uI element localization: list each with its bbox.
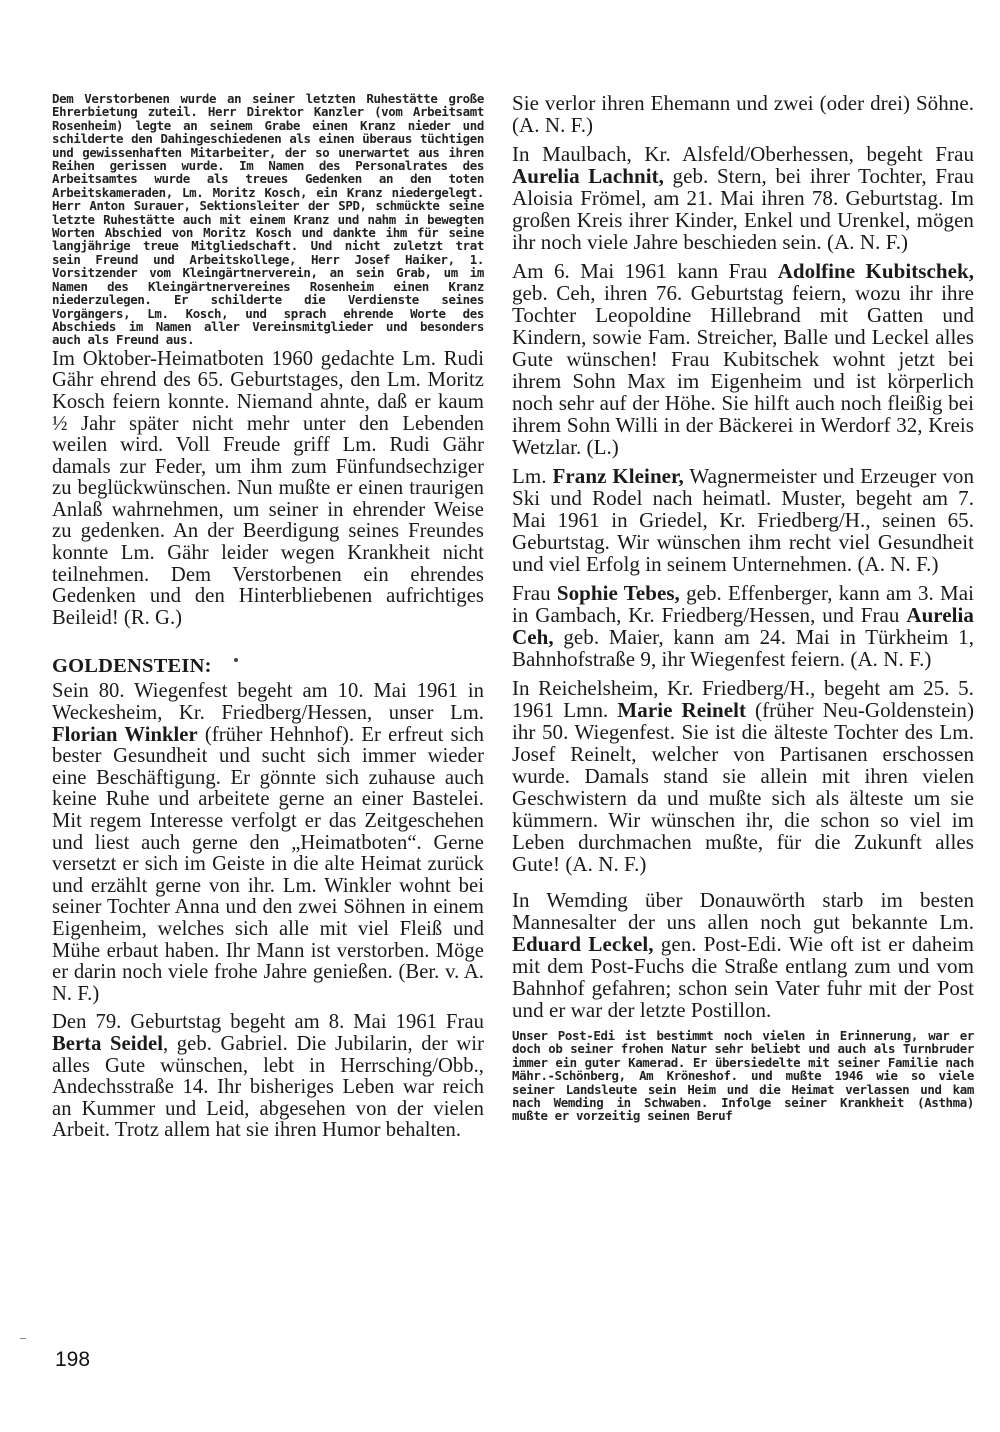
kleiner-paragraph [512,465,974,575]
kosch-funeral-paragraph: Dem Verstorbenen wurde an seiner letzten Ruhestätte große Ehrerbietung zuteil. Herr Direktor Kanzler (vom Arbeitsamt Rosenheim) legte an seinem Grabe einen Kranz nieder und schilderte den Dahingeschiedenen als einen überaus tüchtigen und gewissenhaften Mitarbeiter, der so unerwartet aus ihren Reihen gerissen wurde. Im Namen des Personalrates des Arbeitsamtes wurde als treues Gedenken an den toten Arbeitskameraden, Lm. Moritz Kosch, ein Kranz niedergelegt. Herr Anton Surauer, Sektionsleiter der SPD, schmückte seine letzte Ruhestätte auch mit einem Kranz und nahm in bewegten Worten Abschied von Moritz Kosch und dankte ihm für seine langjährige treue Mitgliedschaft. Und nicht zuletzt trat sein Freund und Arbeitskollege, Herr Josef Haiker, 1. Vorsitzender vom Kleingärtnerverein, an sein Grab, um im Namen des Kleingärtnervereines Rosenheim einen Kranz niederzulegen. Er schilderte die Verdienste seines Vorgängers, Lm. Kosch, und sprach ehrende Worte des Abschieds im Namen aller Vereinsmitglieder und besonders auch als Freund aus. [52,91,484,348]
right-column [512,92,974,1123]
text: In Wemding über Donauwörth starb im besten Mannesalter der uns allen noch gut bekannte Lm. [512,888,974,934]
person-name: Franz Kleiner, [552,464,684,488]
text: geb. Ceh, ihren 76. Geburtstag feiern, wozu ihr ihre Tochter Leopoldine Hillebrand mit Gatten und Kindern, sowie Fam. Streicher, Balle und Leckel alles Gute wünschen! Frau Kubitschek wohnt jetzt bei ihrem Sohn Max im Eigenheim und ist körperlich noch sehr auf der Höhe. Sie hilft auch noch fleißig bei ihrem Sohn Willi in der Bäckerei in Werdorf 32, Kreis Wetzlar. (L.) [512,281,974,459]
text: gen. Post-Edi. Wie oft ist er daheim mit dem Post-Fuchs die Straße entlang zum und vom Bahnhof gefahren; schon sein Vater fuhr mit der Post und er war der letzte Postillon. [512,932,974,1022]
person-name: Aurelia Ceh, [512,603,974,649]
lachnit-paragraph [512,143,974,253]
text: Frau [512,581,557,605]
person-name: Sophie Tebes, [556,581,680,605]
person-name: Eduard Leckel, [512,932,654,956]
winkler-paragraph [52,681,484,1005]
person-name: Florian Winkler [52,723,198,746]
reinelt-paragraph [512,677,974,875]
margin-mark [20,1338,26,1339]
text: Sein 80. Wiegenfest begeht am 10. Mai 1961 in Weckesheim, Kr. Friedberg/Hessen, unser Lm. [52,680,484,725]
page-number: 198 [55,1348,91,1371]
text: geb. Stern, bei ihrer Tochter, Frau Aloisia Frömel, am 21. Mai ihren 78. Geburtstag. Im großen Kreis ihrer Kinder, Enkel und Urenkel, mögen ihr noch viele Jahre beschieden sein. (A. N. F.) [512,164,974,254]
section-heading-goldenstein [52,655,484,678]
text: , geb. Gabriel. Die Jubilarin, der wir alles Gute wünschen, lebt in Herrsching/Obb., Andechsstraße 14. Ihr bisheriges Leben war reich an Kummer und Leid, abgesehen von der vielen Arbeit. Trotz allem hat sie ihren Humor behalten. [52,1032,484,1142]
text: geb. Maier, kann am 24. Mai in Türkheim 1, Bahnhofstraße 9, ihr Wiegenfest feiern. (A. N. F.) [512,625,974,671]
leckel-paragraph [512,889,974,1021]
print-speck [234,658,238,662]
document-page [52,92,982,1392]
text: Am 6. Mai 1961 kann Frau [512,259,778,283]
seidel-continued-paragraph: Sie verlor ihren Ehemann und zwei (oder drei) Söhne. (A. N. F.) [512,91,974,137]
person-name: Adolfine Kubitschek, [777,259,974,283]
leckel-small-paragraph: Unser Post-Edi ist bestimmt noch vielen in Erinnerung, war er doch ob seiner frohen Natur sehr beliebt und auch als Turnbruder immer ein guter Kamerad. Er übersiedelte mit seiner Familie nach Mähr.-Schönberg, Am Kröneshof. und mußte 1946 wie so viele seiner Landsleute sein Heim und die Heimat verlassen und kam nach Wemding in Schwaben. Infolge seiner Krankheit (Asthma) mußte er vorzeitig seinen Beruf [512,1028,974,1124]
oktober-heimatboten-paragraph: Im Oktober-Heimatboten 1960 gedachte Lm. Rudi Gähr ehrend des 65. Geburtstages, den Lm. Moritz Kosch feiern konnte. Niemand ahnte, daß er kaum ½ Jahr später nicht mehr unter den Lebenden weilen wird. Voll Freude griff Lm. Rudi Gähr damals zur Feder, um ihm zum Fünfundsechziger zu beglückwünschen. Nun mußte er einen traurigen Anlaß wahrnehmen, um seiner in ehrender Weise zu gedenken. An der Beerdigung seines Freundes konnte Lm. Gähr leider wegen Krankheit nicht teilnehmen. Dem Verstorbenen ein ehrendes Gedenken und den Hinterbliebenen aufrichtiges Beileid! (R. G.) [52,347,484,629]
text: Wagnermeister und Erzeuger von Ski und Rodel nach heimatl. Muster, begeht am 7. Mai 1961 in Griedel, Kr. Friedberg/H., seinen 65. Geburtstag. Wir wünschen ihm recht viel Gesundheit und viel Erfolg in seinem Unternehmen. (A. N. F.) [512,464,975,576]
text: Lm. [512,464,553,488]
text: (früher Hehnhof). Er erfreut sich bester Gesundheit und sucht sich immer wieder eine Beschäftigung. Er gönnte sich zuhause auch keine Ruhe und arbeitete gerne an einer Bastelei. Mit regem Interesse verfolgt er das Zeitgeschehen und liest auch gerne den „Heimatboten“. Gerne versetzt er sich im Geiste in die alte Heimat zurück und erzählt gerne von ihr. Lm. Winkler wohnt bei seiner Tochter Anna und den zwei Söhnen in einem Eigenheim, welches sich alle mit viel Fleiß und Mühe erbaut haben. Ihr Mann ist verstorben. Möge er darin noch viele frohe Jahre genießen. (Ber. v. A. N. F.) [52,723,485,1005]
section-heading-text: GOLDENSTEIN: [52,655,212,678]
tebes-ceh-paragraph [512,582,974,670]
person-name: Marie Reinelt [617,698,746,722]
person-name: Berta Seidel [52,1032,163,1055]
text: In Maulbach, Kr. Alsfeld/Oberhessen, begeht Frau [512,142,974,166]
text: In Reichelsheim, Kr. Friedberg/H., begeht am 25. 5. 1961 Lmn. [512,676,974,722]
text: geb. Effenberger, kann am 3. Mai in Gambach, Kr. Friedberg/Hessen, und Frau [512,581,974,627]
person-name: Aurelia Lachnit, [512,164,664,188]
seidel-paragraph [52,1012,484,1142]
kubitschek-paragraph [512,260,974,458]
text: Den 79. Geburtstag begeht am 8. Mai 1961 Frau [52,1011,484,1034]
left-column [52,92,484,1142]
text: (früher Neu-Goldenstein) ihr 50. Wiegenfest. Sie ist die älteste Tochter des Lm. Josef Reinelt, welcher von Partisanen erschossen wurde. Damals stand sie allein mit ihren vielen Geschwistern da und mußte sich als älteste um sie kümmern. Wir wünschen ihr, die schon so viel im Leben durchmachen mußte, für die Zukunft alles Gute! (A. N. F.) [512,698,974,876]
